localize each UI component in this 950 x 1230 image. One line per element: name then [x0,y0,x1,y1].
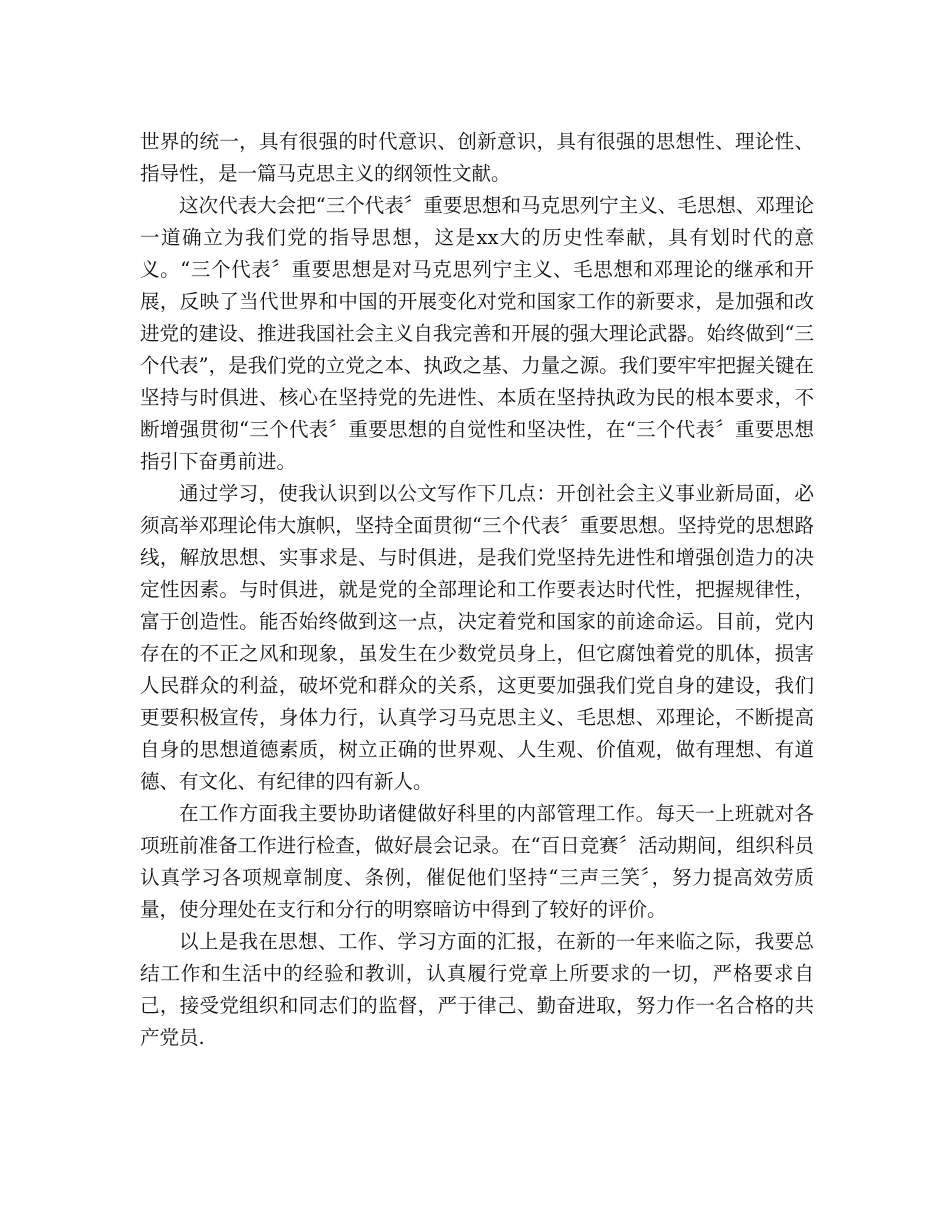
document-body [140,126,814,1054]
paragraph-4: 在工作方面我主要协助诸健做好科里的内部管理工作。每天一上班就对各项班前准备工作进行检查，做好晨会记录。在“百日竞赛〞活动期间，组织科员认真学习各项规章制度、条例，催促他们坚持“三声三笑〞，努力提高效劳质量，使分理处在支行和分行的明察暗访中得到了较好的评价。 [140,802,814,921]
paragraph-5: 以上是我在思想、工作、学习方面的汇报，在新的一年来临之际，我要总结工作和生活中的经验和教训，认真履行党章上所要求的一切，严格要求自己，接受党组织和同志们的监督，严于律己、勤奋进取，努力作一名合格的共产党员. [140,930,814,1049]
paragraph-1: 世界的统一，具有很强的时代意识、创新意识，具有很强的思想性、理论性、指导性，是一篇马克思主义的纲领性文献。 [140,130,814,185]
paragraph-3: 通过学习，使我认识到以公文写作下几点：开创社会主义事业新局面，必须高举邓理论伟大旗帜，坚持全面贯彻“三个代表〞重要思想。坚持党的思想路线，解放思想、实事求是、与时俱进，是我们党坚持先进性和增强创造力的决定性因素。与时俱进，就是党的全部理论和工作要表达时代性，把握规律性，富于创造性。能否始终做到这一点，决定着党和国家的前途命运。目前，党内存在的不正之风和现象，虽发生在少数党员身上，但它腐蚀着党的肌体，损害人民群众的利益，破坏党和群众的关系，这更要加强我们党自身的建设，我们更要积极宣传，身体力行，认真学习马克思主义、毛思想、邓理论，不断提高自身的思想道德素质，树立正确的世界观、人生观、价值观，做有理想、有道德、有文化、有纪律的四有新人。 [140,482,814,793]
paragraph-2: 这次代表大会把“三个代表〞重要思想和马克思列宁主义、毛思想、邓理论一道确立为我们党的指导思想，这是xx大的历史性奉献，具有划时代的意义。“三个代表〞重要思想是对马克思列宁主义、毛思想和邓理论的继承和开展，反映了当代世界和中国的开展变化对党和国家工作的新要求，是加强和改进党的建设、推进我国社会主义自我完善和开展的强大理论武器。始终做到“三个代表”，是我们党的立党之本、执政之基、力量之源。我们要牢牢把握关键在坚持与时俱进、核心在坚持党的先进性、本质在坚持执政为民的根本要求，不断增强贯彻“三个代表〞重要思想的自觉性和坚决性，在“三个代表〞重要思想指引下奋勇前进。 [140,194,814,473]
